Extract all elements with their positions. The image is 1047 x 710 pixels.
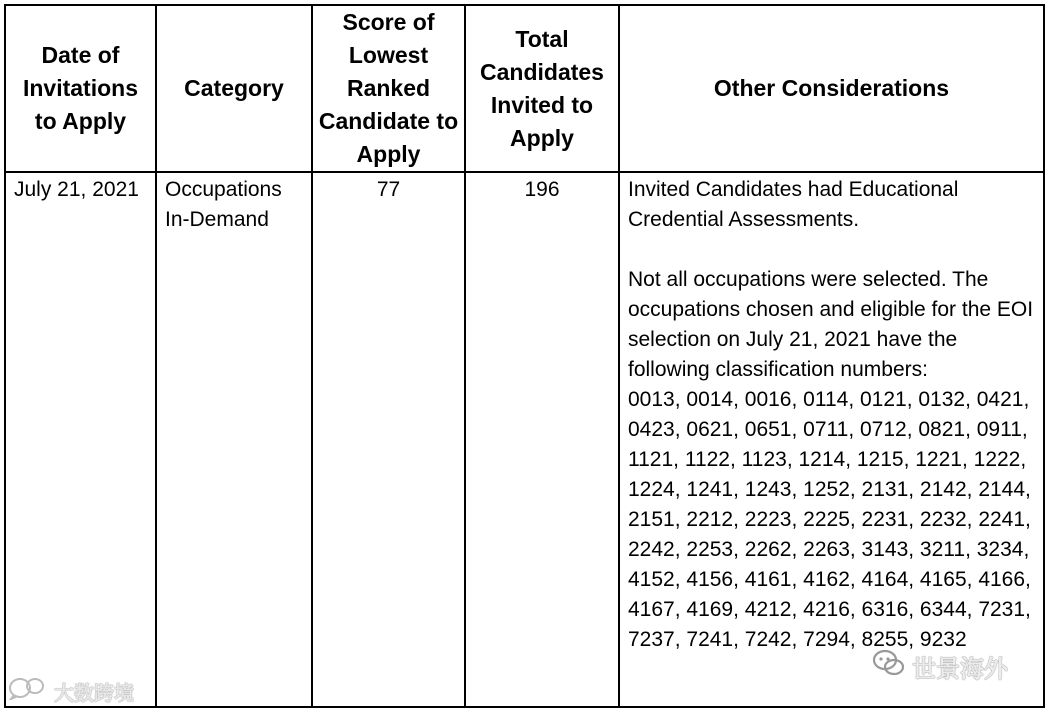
header-score: Score of Lowest Ranked Candidate to Apply — [312, 5, 465, 172]
cell-date: July 21, 2021 — [5, 172, 156, 707]
watermark-right — [872, 648, 1008, 685]
chat-bubble-icon — [8, 676, 48, 706]
cell-score: 77 — [312, 172, 465, 707]
classification-numbers: 0013, 0014, 0016, 0114, 0121, 0132, 0421, 0423, 0621, 0651, 0711, 0712, 0821, 0911, 1121, 1122, 1123, 1214, 1215, 1221, 1222, 1224, 1241, 1243, 1252, 2131, 2142, 2144, 2151, 2212, 2223, 2225, 2231, 2232, 2241, 2242, 2253, 2262, 2263, 3143, 3211, 3234, 4152, 4156, 4161, 4162, 4164, 4165, 4166, 4167, 4169, 4212, 4216, 6316, 6344, 7231, 7237, 7241, 7242, 7294, 8255, 9232 — [628, 388, 1031, 651]
cell-category: Occupations In-Demand — [156, 172, 312, 707]
draw-results-table — [4, 4, 1045, 708]
header-category: Category — [156, 5, 312, 172]
wechat-icon — [872, 648, 906, 685]
watermark-left — [8, 676, 134, 706]
header-total: Total Candidates Invited to Apply — [465, 5, 619, 172]
table-header-row — [5, 5, 1044, 172]
header-considerations: Other Considerations — [619, 5, 1044, 172]
watermark-right-text: 世景海外 — [912, 656, 1008, 683]
paragraph-spacer — [628, 235, 1035, 265]
considerations-paragraph-2: Not all occupations were selected. The occupations chosen and eligible for the EOI selection on July 21, 2021 have the following classification numbers: — [628, 268, 1034, 381]
table-row — [5, 172, 1044, 707]
cell-total: 196 — [465, 172, 619, 707]
considerations-paragraph-1: Invited Candidates had Educational Credential Assessments. — [628, 178, 959, 231]
header-date: Date of Invitations to Apply — [5, 5, 156, 172]
watermark-left-text: 大数跨境 — [54, 682, 134, 705]
cell-considerations — [619, 172, 1044, 707]
